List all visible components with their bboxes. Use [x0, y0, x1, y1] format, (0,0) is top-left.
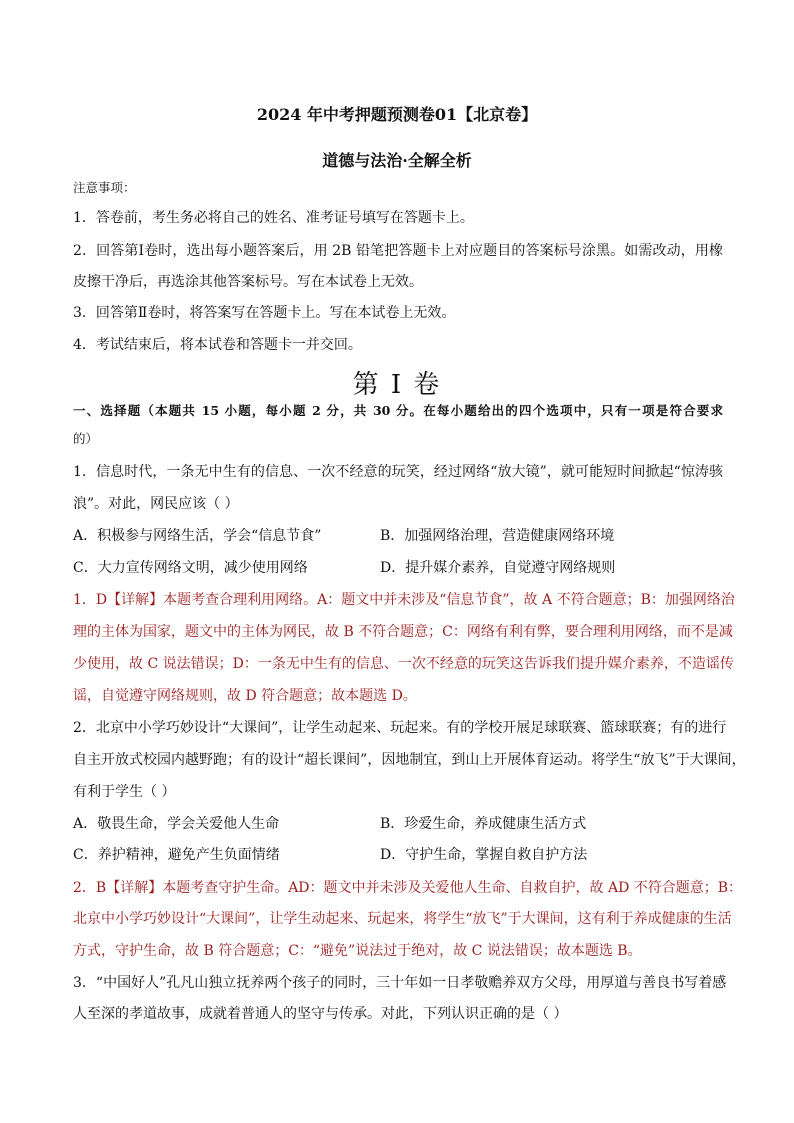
document-title: 2024 年中考押题预测卷01【北京卷】: [256, 105, 538, 124]
notice-item: 皮擦干净后，再选涂其他答案标号。写在本试卷上无效。: [73, 274, 423, 290]
notice-item: 1．答卷前，考生务必将自己的姓名、准考证号填写在答题卡上。: [73, 210, 474, 226]
option-c: C．养护精神，避免产生负面情绪: [73, 847, 280, 863]
section-title: 第 I 卷: [352, 370, 442, 400]
option-a: A．积极参与网络生活，学会“信息节食”: [73, 528, 322, 544]
option-d: D．提升媒介素养，自觉遵守网络规则: [380, 560, 616, 576]
option-b: B．加强网络治理，营造健康网络环境: [380, 528, 615, 544]
answer-explanation: 1．D【详解】本题考查合理利用网络。A：题文中并未涉及“信息节食”，故 A 不符合题意；B：加强网络治: [73, 592, 735, 608]
question-stem: 1．信息时代，一条无中生有的信息、一次不经意的玩笑，经过网络“放大镜”，就可能短时间掀起“惊涛骇: [73, 464, 723, 480]
question-stem: 有利于学生（ ）: [73, 784, 176, 800]
part-instructions-cont: 的）: [73, 431, 99, 446]
option-d: D．守护生命，掌握自救自护方法: [380, 847, 588, 863]
notice-heading: 注意事项：: [73, 180, 136, 195]
answer-explanation: 2．B【详解】本题考查守护生命。AD：题文中并未涉及关爱他人生命、自救自护，故 AD 不符合题意；B：: [73, 880, 743, 896]
question-stem: 浪”。对此，网民应该（ ）: [73, 496, 239, 512]
answer-explanation: 北京中小学巧妙设计“大课间”，让学生动起来、玩起来，将学生“放飞”于大课间，这有利于养成健康的生活: [73, 911, 732, 927]
option-a: A．敬畏生命，学会关爱他人生命: [73, 816, 280, 832]
option-c: C．大力宣传网络文明，减少使用网络: [73, 560, 308, 576]
question-stem: 2．北京中小学巧妙设计“大课间”，让学生动起来、玩起来。有的学校开展足球联赛、篮球联赛；有的进行: [73, 720, 727, 736]
answer-explanation: 谣，自觉遵守网络规则，故 D 符合题意；故本题选 D。: [73, 688, 417, 704]
question-stem: 自主开放式校园内越野跑；有的设计“超长课间”，因地制宜，到山上开展体育运动。将学生“放飞”于大课间，: [73, 752, 746, 768]
answer-explanation: 理的主体为国家，题文中的主体为网民，故 B 不符合题意；C：网络有利有弊，要合理利用网络，而不是减: [73, 624, 733, 640]
option-b: B．珍爱生命，养成健康生活方式: [380, 816, 587, 832]
question-stem: 人至深的孝道故事，成就着普通人的坚守与传承。对此，下列认识正确的是（ ）: [73, 1006, 568, 1022]
part-instructions: 一、选择题（本题共 15 小题，每小题 2 分，共 30 分。在每小题给出的四个选项中，只有一项是符合要求: [73, 403, 723, 418]
question-stem: 3．“中国好人”孔凡山独立抚养两个孩子的同时，三十年如一日孝敬赡养双方父母，用厚道与善良书写着感: [73, 975, 727, 991]
notice-item: 3．回答第Ⅱ卷时，将答案写在答题卡上。写在本试卷上无效。: [73, 305, 456, 321]
document-subtitle: 道德与法治·全解全析: [322, 151, 472, 170]
answer-explanation: 方式，守护生命，故 B 符合题意；C：“避免”说法过于绝对，故 C 说法错误；故本题选 B。: [73, 943, 642, 959]
answer-explanation: 少使用，故 C 说法错误；D：一条无中生有的信息、一次不经意的玩笑这告诉我们提升媒介素养，不造谣传: [73, 656, 734, 672]
notice-item: 2．回答第Ⅰ卷时，选出每小题答案后，用 2B 铅笔把答题卡上对应题目的答案标号涂黑。如需改动，用橡: [73, 243, 723, 259]
notice-item: 4．考试结束后，将本试卷和答题卡一并交回。: [73, 337, 362, 353]
